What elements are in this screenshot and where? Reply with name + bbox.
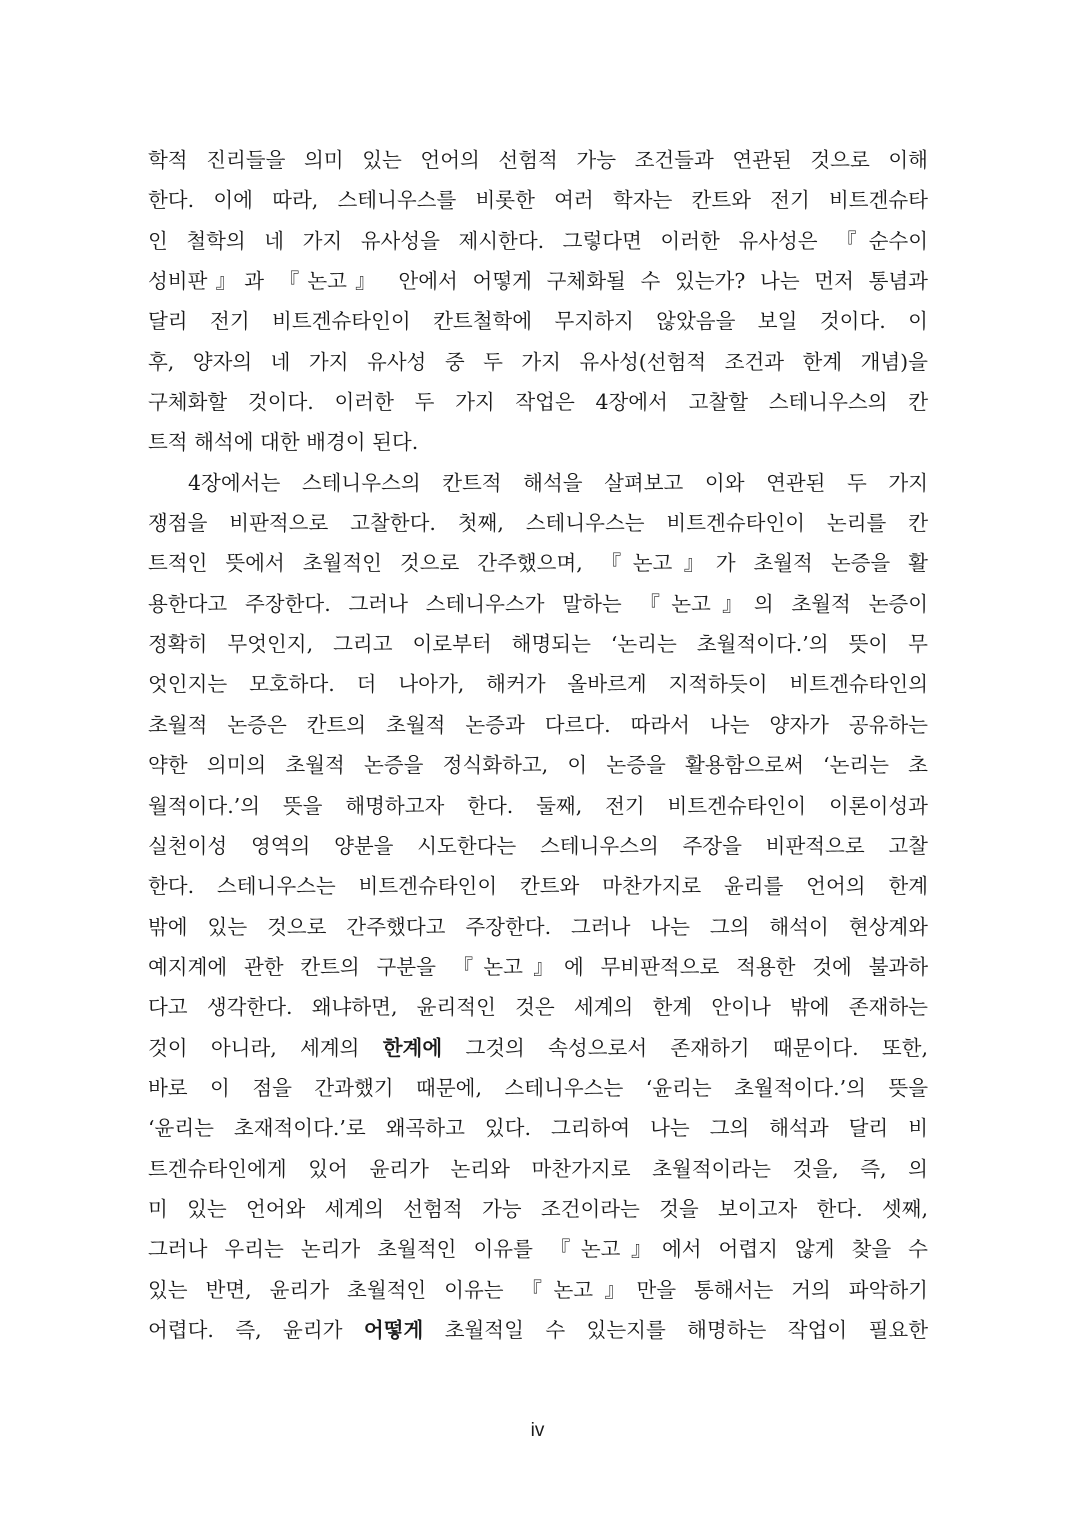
text-line: 트겐슈타인에게 있어 윤리가 논리와 마찬가지로 초월적이라는 것을, 즉, 의 [148,1156,928,1181]
text-line: ‘윤리는 초재적이다.’로 왜곡하고 있다. 그리하여 나는 그의 해석과 달리 비 [148,1116,928,1141]
text-line: 용한다고 주장한다. 그러나 스테니우스가 말하는 『논고』의 초월적 논증이 [148,591,928,616]
text-line: 바로 이 점을 간과했기 때문에, 스테니우스는 ‘윤리는 초월적이다.’의 뜻을 [148,1075,928,1100]
paragraph [148,463,928,1351]
paragraph [148,140,928,463]
text-run: 어렵다. 즉, 윤리가 [148,1317,364,1342]
text-line: 밖에 있는 것으로 간주했다고 주장한다. 그러나 나는 그의 해석이 현상계와 [148,914,928,939]
text-line: 한다. 이에 따라, 스테니우스를 비롯한 여러 학자는 칸트와 전기 비트겐슈타 [148,188,928,213]
text-line [148,1310,928,1350]
text-line: 약한 의미의 초월적 논증을 정식화하고, 이 논증을 활용함으로써 ‘논리는 초 [148,753,928,778]
text-line: 후, 양자의 네 가지 유사성 중 두 가지 유사성(선험적 조건과 한계 개념)을 [148,349,928,374]
text-line: 학적 진리들을 의미 있는 언어의 선험적 가능 조건들과 연관된 것으로 이해 [148,148,928,172]
text-line: 월적이다.’의 뜻을 해명하고자 한다. 둘째, 전기 비트겐슈타인이 이론이성과 [148,793,928,818]
bold-emphasis: 어떻게 [363,1317,424,1342]
text-line: 한다. 스테니우스는 비트겐슈타인이 칸트와 마찬가지로 윤리를 언어의 한계 [148,874,928,899]
text-line: 달리 전기 비트겐슈타인이 칸트철학에 무지하지 않았음을 보일 것이다. 이 [148,309,928,334]
text-line: 정확히 무엇인지, 그리고 이로부터 해명되는 ‘논리는 초월적이다.’의 뜻이 무 [148,632,928,657]
text-line: 실천이성 영역의 양분을 시도한다는 스테니우스의 주장을 비판적으로 고찰 [148,833,928,858]
text-run: 그것의 속성으로서 존재하기 때문이다. 또한, [442,1035,928,1060]
text-line: 예지계에 관한 칸트의 구분을 『논고』에 무비판적으로 적용한 것에 불과하 [148,954,928,979]
bold-emphasis: 한계에 [382,1035,443,1060]
text-line: 구체화할 것이다. 이러한 두 가지 작업은 4장에서 고찰할 스테니우스의 칸 [148,390,928,415]
text-line: 쟁점을 비판적으로 고찰한다. 첫째, 스테니우스는 비트겐슈타인이 논리를 칸 [148,511,928,536]
text-line: 4장에서는 스테니우스의 칸트적 해석을 살펴보고 이와 연관된 두 가지 [188,470,928,495]
text-line: 엇인지는 모호하다. 더 나아가, 해커가 올바르게 지적하듯이 비트겐슈타인의 [148,672,928,697]
text-line: 성비판』과 『논고』 안에서 어떻게 구체화될 수 있는가? 나는 먼저 통념과 [148,269,928,294]
text-line: 있는 반면, 윤리가 초월적인 이유는 『논고』만을 통해서는 거의 파악하기 [148,1277,928,1302]
text-line: 트적 해석에 대한 배경이 된다. [148,430,419,455]
text-line: 다고 생각한다. 왜냐하면, 윤리적인 것은 세계의 한계 안이나 밖에 존재하는 [148,995,928,1020]
text-run: 초월적일 수 있는지를 해명하는 작업이 필요한 [423,1317,928,1342]
text-line: 그러나 우리는 논리가 초월적인 이유를 『논고』에서 어렵지 않게 찾을 수 [148,1237,928,1262]
body-text [148,140,928,1350]
text-run: 것이 아니라, 세계의 [148,1035,383,1060]
text-line: 인 철학의 네 가지 유사성을 제시한다. 그렇다면 이러한 유사성은 『순수이 [148,228,928,253]
text-line: 초월적 논증은 칸트의 초월적 논증과 다르다. 따라서 나는 양자가 공유하는 [148,712,928,737]
text-line [148,1028,928,1068]
page-number: iv [530,1420,545,1441]
text-line: 미 있는 언어와 세계의 선험적 가능 조건이라는 것을 보이고자 한다. 셋째, [148,1196,928,1221]
text-line: 트적인 뜻에서 초월적인 것으로 간주했으며, 『논고』가 초월적 논증을 활 [148,551,928,576]
